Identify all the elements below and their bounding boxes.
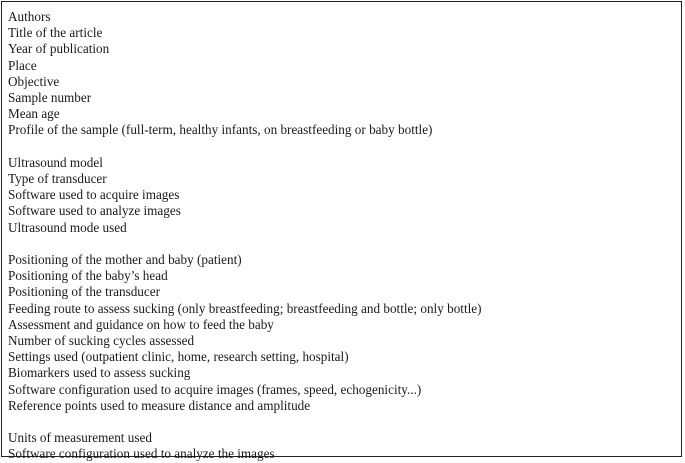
list-item: Settings used (outpatient clinic, home, research setting, hospital) <box>8 349 349 365</box>
list-item: Type of transducer <box>8 171 107 187</box>
list-item: Place <box>8 57 37 73</box>
list-item: Biomarkers used to assess sucking <box>8 365 191 381</box>
list-item: Software configuration used to analyze the images <box>8 446 275 462</box>
group-analysis <box>8 430 482 462</box>
group-study-characteristics <box>8 9 482 139</box>
list-item: Profile of the sample (full-term, healthy infants, on breastfeeding or baby bottle) <box>8 122 433 138</box>
list-item: Ultrasound model <box>8 154 103 170</box>
list-item: Sample number <box>8 90 92 106</box>
table-frame <box>1 1 682 462</box>
list-item: Authors <box>8 9 51 24</box>
list-item: Software used to acquire images <box>8 187 180 203</box>
list-item: Mean age <box>8 106 60 122</box>
list-item: Title of the article <box>8 25 103 41</box>
list-item: Feeding route to assess sucking (only breastfeeding; breastfeeding and bottle; only bottle) <box>8 300 482 316</box>
list-item: Software used to analyze images <box>8 203 181 219</box>
list-item: Units of measurement used <box>8 430 152 446</box>
list-item: Number of sucking cycles assessed <box>8 333 195 349</box>
list-item: Positioning of the mother and baby (patient) <box>8 252 242 268</box>
data-extraction-list <box>8 9 482 463</box>
list-item: Year of publication <box>8 41 110 57</box>
list-item: Reference points used to measure distance and amplitude <box>8 397 311 413</box>
group-ultrasound-equipment <box>8 155 482 236</box>
list-item: Objective <box>8 73 60 89</box>
list-item: Positioning of the baby’s head <box>8 268 168 284</box>
list-item: Ultrasound mode used <box>8 219 127 235</box>
group-assessment-protocol <box>8 252 482 414</box>
list-item: Assessment and guidance on how to feed the baby <box>8 316 274 332</box>
list-item: Software configuration used to acquire images (frames, speed, echogenicity...) <box>8 381 422 397</box>
list-item: Positioning of the transducer <box>8 284 160 300</box>
